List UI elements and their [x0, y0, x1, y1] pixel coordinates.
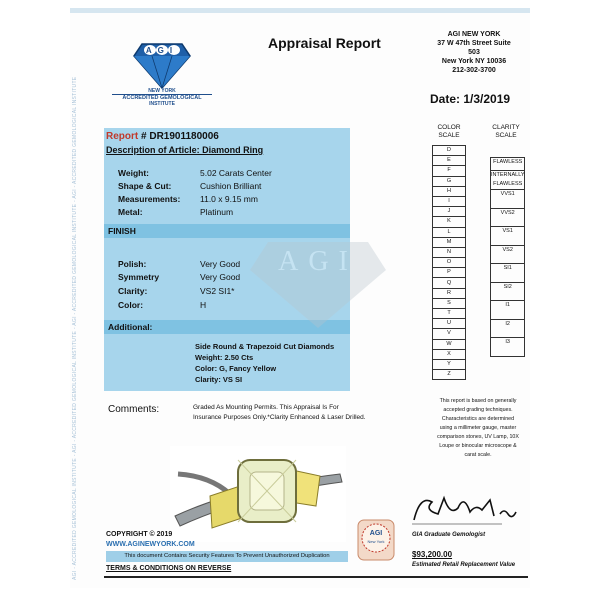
- symmetry-label: Symmetry: [118, 272, 160, 282]
- website-link[interactable]: WWW.AGINEWYORK.COM: [106, 541, 195, 548]
- measurements-label: Measurements:: [118, 194, 181, 204]
- disclaimer-line: Loupe or binocular microscope &: [439, 443, 517, 449]
- lab-address1: 37 W 47th Street Suite 503: [437, 40, 511, 56]
- color-grade-row: [433, 227, 466, 237]
- gemologist-title: GIA Graduate Gemologist: [412, 532, 486, 538]
- color-value: H: [200, 300, 207, 310]
- weight-label: Weight:: [118, 168, 150, 178]
- color-grade-row: [433, 339, 466, 349]
- clarity-grade-cell: SI2: [491, 282, 525, 301]
- color-grade-cell: O: [433, 258, 466, 268]
- color-grade-row: [433, 217, 466, 227]
- color-grade-row: [433, 146, 466, 156]
- color-scale-table: [432, 145, 466, 380]
- metal-label: Metal:: [118, 207, 143, 217]
- color-scale-subtitle: SCALE: [438, 132, 460, 139]
- color-grade-row: [433, 258, 466, 268]
- color-grade-row: [433, 237, 466, 247]
- color-grade-cell: P: [433, 268, 466, 278]
- additional-heading: Additional:: [108, 322, 153, 332]
- sheet-top-edge: [70, 8, 530, 13]
- disclaimer-line: accepted grading techniques.: [443, 407, 513, 413]
- color-grade-cell: L: [433, 227, 466, 237]
- logo-city: NEW YORK: [148, 88, 176, 94]
- clarity-grade-cell: VVS2: [491, 208, 525, 227]
- article-description: Description of Article: Diamond Ring: [106, 145, 264, 155]
- comment-line: Insurance Purposes Only.*Clarity Enhanced & Laser Drilled.: [193, 414, 366, 421]
- color-grade-cell: U: [433, 319, 466, 329]
- disclaimer-line: using a millimeter gauge, master: [439, 425, 517, 431]
- color-grade-row: [433, 207, 466, 217]
- clarity-grade-row: [491, 338, 525, 357]
- clarity-grade-row: [491, 319, 525, 338]
- diamond-ring-photo-icon: [170, 446, 346, 542]
- clarity-grade-row: [491, 208, 525, 227]
- seal-letters: AGI: [369, 530, 383, 537]
- color-label: Color:: [118, 300, 144, 310]
- clarity-grade-row: [491, 171, 525, 190]
- lab-address2: New York NY 10036: [441, 58, 507, 65]
- report-date: Date: 1/3/2019: [430, 92, 511, 106]
- color-grade-cell: F: [433, 166, 466, 176]
- lab-phone: 212-302-3700: [452, 67, 496, 74]
- gemologist-signature-icon: [410, 490, 520, 530]
- color-grade-row: [433, 196, 466, 206]
- comments-label: Comments:: [108, 404, 160, 415]
- metal-value: Platinum: [200, 207, 234, 217]
- lab-name: AGI NEW YORK: [447, 31, 501, 38]
- clarity-grade-row: [491, 227, 525, 246]
- clarity-scale-header: [486, 124, 526, 140]
- color-grade-row: [433, 349, 466, 359]
- color-grade-cell: W: [433, 339, 466, 349]
- color-grade-cell: T: [433, 309, 466, 319]
- finish-heading: FINISH: [108, 226, 136, 236]
- polish-value: Very Good: [200, 259, 241, 269]
- shape-value: Cushion Brilliant: [200, 181, 262, 191]
- polish-label: Polish:: [118, 259, 147, 269]
- clarity-grade-cell: SI1: [491, 264, 525, 283]
- svg-text:AGI: AGI: [278, 246, 358, 277]
- clarity-grade-row: [491, 264, 525, 283]
- color-grade-row: [433, 370, 466, 380]
- additional-line: Side Round & Trapezoid Cut Diamonds: [195, 342, 335, 351]
- color-grade-cell: M: [433, 237, 466, 247]
- additional-line: Weight: 2.50 Cts: [195, 353, 254, 362]
- color-grade-cell: H: [433, 186, 466, 196]
- clarity-scale-title: CLARITY: [492, 124, 520, 131]
- security-note: This document Contains Security Features To Prevent Unauthorized Duplication: [106, 551, 348, 562]
- clarity-value: VS2 SI1*: [200, 286, 235, 296]
- clarity-scale-table: [490, 157, 525, 357]
- clarity-grade-cell: FLAWLESS: [491, 158, 525, 171]
- color-grade-cell: D: [433, 146, 466, 156]
- comment-line: Graded As Mounting Permits. This Appraisal Is For: [193, 404, 339, 411]
- finish-section-bar: [104, 224, 350, 238]
- color-grade-row: [433, 247, 466, 257]
- color-grade-row: [433, 298, 466, 308]
- disclaimer-line: comparison stones, UV Lamp, 10X: [437, 434, 519, 440]
- color-grade-cell: I: [433, 196, 466, 206]
- color-grade-row: [433, 186, 466, 196]
- shape-label: Shape & Cut:: [118, 181, 172, 191]
- clarity-grade-cell: VS1: [491, 227, 525, 246]
- retail-value-label: Estimated Retail Replacement Value: [412, 562, 516, 568]
- symmetry-value: Very Good: [200, 272, 241, 282]
- color-grade-row: [433, 309, 466, 319]
- color-grade-row: [433, 359, 466, 369]
- color-grade-cell: E: [433, 156, 466, 166]
- color-scale-header: [432, 124, 466, 140]
- color-grade-row: [433, 288, 466, 298]
- clarity-label: Clarity:: [118, 286, 148, 296]
- footer-rule: [104, 576, 528, 578]
- color-grade-cell: V: [433, 329, 466, 339]
- weight-value: 5.02 Carats Center: [200, 168, 272, 178]
- color-grade-row: [433, 156, 466, 166]
- security-side-text: AGI - ACCREDITED GEMOLOGICAL INSTITUTE - AGI - ACCREDITED GEMOLOGICAL INSTITUTE - AGI - ACCREDITED GEMOLOGICAL INSTITUTE - AGI - ACCREDITED GEMOLOGICAL INSTITUTE: [72, 76, 78, 580]
- color-grade-cell: Z: [433, 370, 466, 380]
- disclaimer-text: [430, 397, 526, 460]
- color-grade-cell: Y: [433, 359, 466, 369]
- additional-line: Clarity: VS SI: [195, 375, 243, 384]
- clarity-grade-cell: I1: [491, 301, 525, 320]
- color-grade-row: [433, 319, 466, 329]
- seal-city: New York: [367, 539, 385, 544]
- color-scale-title: COLOR: [437, 124, 461, 131]
- report-id: # DR1901180006: [141, 131, 219, 142]
- additional-details: [195, 341, 334, 385]
- comments-text: [193, 403, 366, 423]
- clarity-grade-cell: I3: [491, 338, 525, 357]
- color-grade-cell: Q: [433, 278, 466, 288]
- disclaimer-line: carat scale.: [464, 452, 492, 458]
- clarity-grade-row: [491, 158, 525, 171]
- color-grade-cell: J: [433, 207, 466, 217]
- color-grade-cell: X: [433, 349, 466, 359]
- clarity-grade-cell: VS2: [491, 245, 525, 264]
- disclaimer-line: This report is based on generally: [439, 398, 517, 404]
- color-grade-cell: N: [433, 247, 466, 257]
- clarity-scale-subtitle: SCALE: [495, 132, 517, 139]
- color-grade-row: [433, 166, 466, 176]
- terms-link[interactable]: TERMS & CONDITIONS ON REVERSE: [106, 565, 232, 572]
- retail-value: $93,200.00: [412, 550, 453, 559]
- color-grade-row: [433, 176, 466, 186]
- logo-name-line2: INSTITUTE: [149, 101, 175, 107]
- clarity-grade-cell: VVS1: [491, 190, 525, 209]
- page-title: Appraisal Report: [268, 35, 381, 51]
- color-grade-cell: K: [433, 217, 466, 227]
- logo-letters: AGI: [145, 46, 179, 55]
- clarity-grade-cell: INTERNALLY FLAWLESS: [491, 171, 525, 190]
- clarity-grade-row: [491, 282, 525, 301]
- logo-name-line1: ACCREDITED GEMOLOGICAL: [112, 94, 212, 101]
- agi-watermark-icon: [248, 240, 388, 330]
- color-grade-row: [433, 268, 466, 278]
- color-grade-cell: S: [433, 298, 466, 308]
- measurements-value: 11.0 x 9.15 mm: [200, 194, 258, 204]
- report-label: Report: [106, 131, 139, 142]
- clarity-grade-cell: I2: [491, 319, 525, 338]
- clarity-grade-row: [491, 301, 525, 320]
- color-grade-row: [433, 329, 466, 339]
- lab-address-block: [432, 30, 516, 75]
- clarity-grade-row: [491, 190, 525, 209]
- report-number: [106, 131, 219, 142]
- color-grade-cell: G: [433, 176, 466, 186]
- color-grade-cell: R: [433, 288, 466, 298]
- disclaimer-line: Characteristics are determined: [441, 416, 515, 422]
- color-grade-row: [433, 278, 466, 288]
- clarity-grade-row: [491, 245, 525, 264]
- copyright: COPYRIGHT © 2019: [106, 531, 173, 538]
- additional-line: Color: G, Fancy Yellow: [195, 364, 277, 373]
